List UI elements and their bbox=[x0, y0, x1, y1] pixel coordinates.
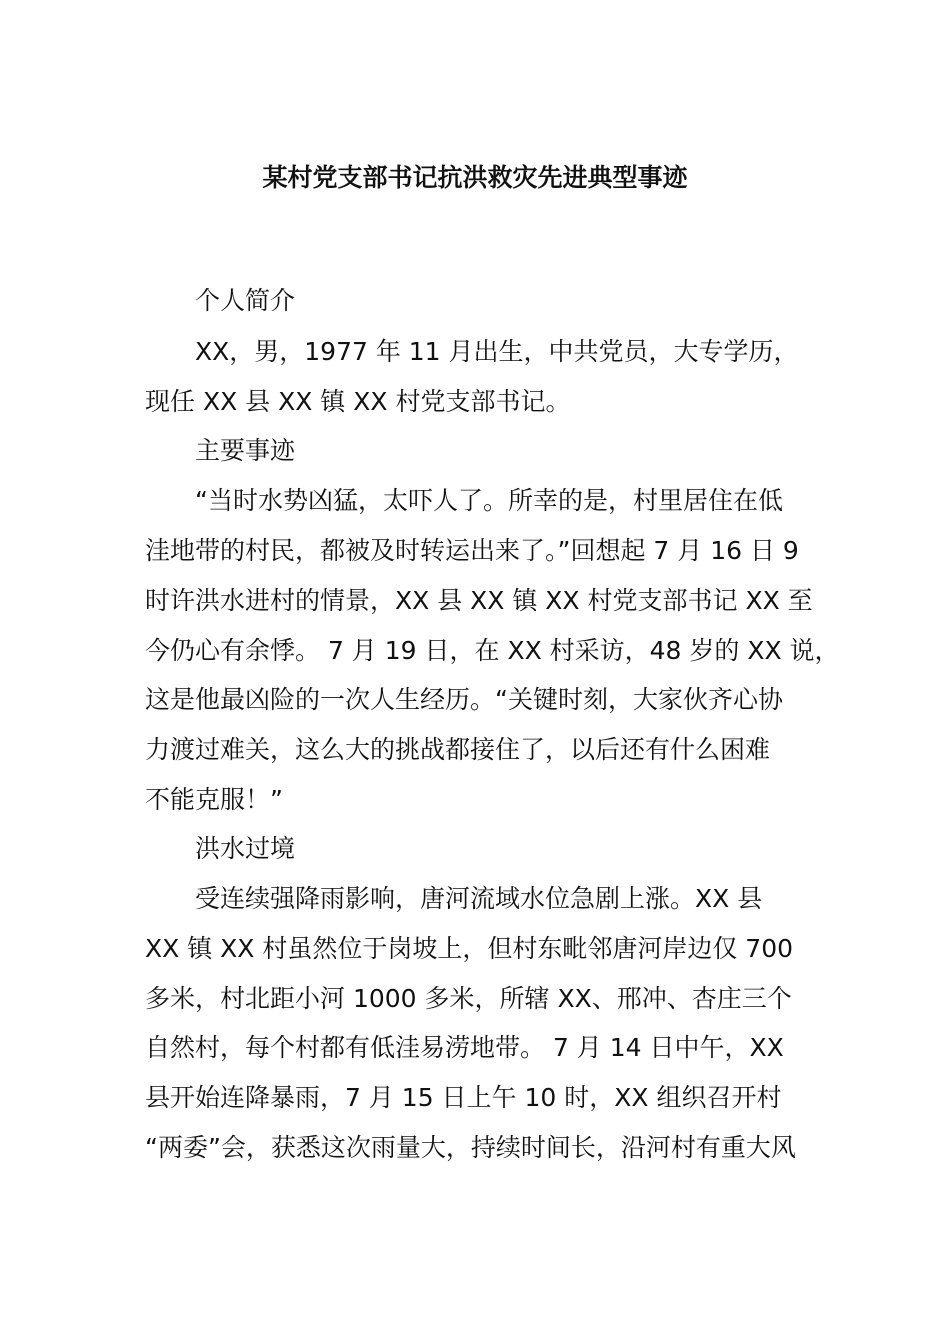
document-title: 某村党支部书记抗洪救灾先进典型事迹 bbox=[262, 163, 688, 192]
section-heading-deeds: 主要事迹 bbox=[195, 436, 296, 465]
paragraph-line: 自然村，每个村都有低洼易涝地带。 7 月 14 日中午，XX bbox=[145, 1033, 784, 1062]
paragraph-line: “当时水势凶猛，太吓人了。所幸的是，村里居住在低 bbox=[195, 486, 783, 515]
section-heading-flood: 洪水过境 bbox=[195, 834, 296, 863]
paragraph-line: 时许洪水进村的情景，XX 县 XX 镇 XX 村党支部书记 XX 至 bbox=[145, 586, 813, 615]
paragraph-line: 受连续强降雨影响，唐河流域水位急剧上涨。XX 县 bbox=[195, 884, 763, 913]
section-heading-profile: 个人简介 bbox=[195, 286, 296, 315]
paragraph-line: 这是他最凶险的一次人生经历。“关键时刻，大家伙齐心协 bbox=[145, 685, 783, 714]
paragraph-line: 今仍心有余悸。 7 月 19 日，在 XX 村采访，48 岁的 XX 说， bbox=[145, 636, 840, 665]
paragraph-line: 现任 XX 县 XX 镇 XX 村党支部书记。 bbox=[145, 387, 571, 416]
paragraph-line: “两委”会，获悉这次雨量大，持续时间长，沿河村有重大风 bbox=[145, 1133, 796, 1162]
paragraph-line: 多米，村北距小河 1000 多米，所辖 XX、邢冲、杏庄三个 bbox=[145, 984, 792, 1013]
paragraph-line: 洼地带的村民，都被及时转运出来了。”回想起 7 月 16 日 9 bbox=[145, 536, 799, 565]
paragraph-line: XX 镇 XX 村虽然位于岗坡上，但村东毗邻唐河岸边仅 700 bbox=[145, 934, 794, 963]
paragraph-line: 力渡过难关，这么大的挑战都接住了，以后还有什么困难 bbox=[145, 735, 771, 764]
paragraph-line: 县开始连降暴雨，7 月 15 日上午 10 时，XX 组织召开村 bbox=[145, 1083, 782, 1112]
paragraph-line: XX，男，1977 年 11 月出生，中共党员，大专学历， bbox=[195, 337, 799, 366]
paragraph-line: 不能克服！” bbox=[145, 785, 283, 814]
